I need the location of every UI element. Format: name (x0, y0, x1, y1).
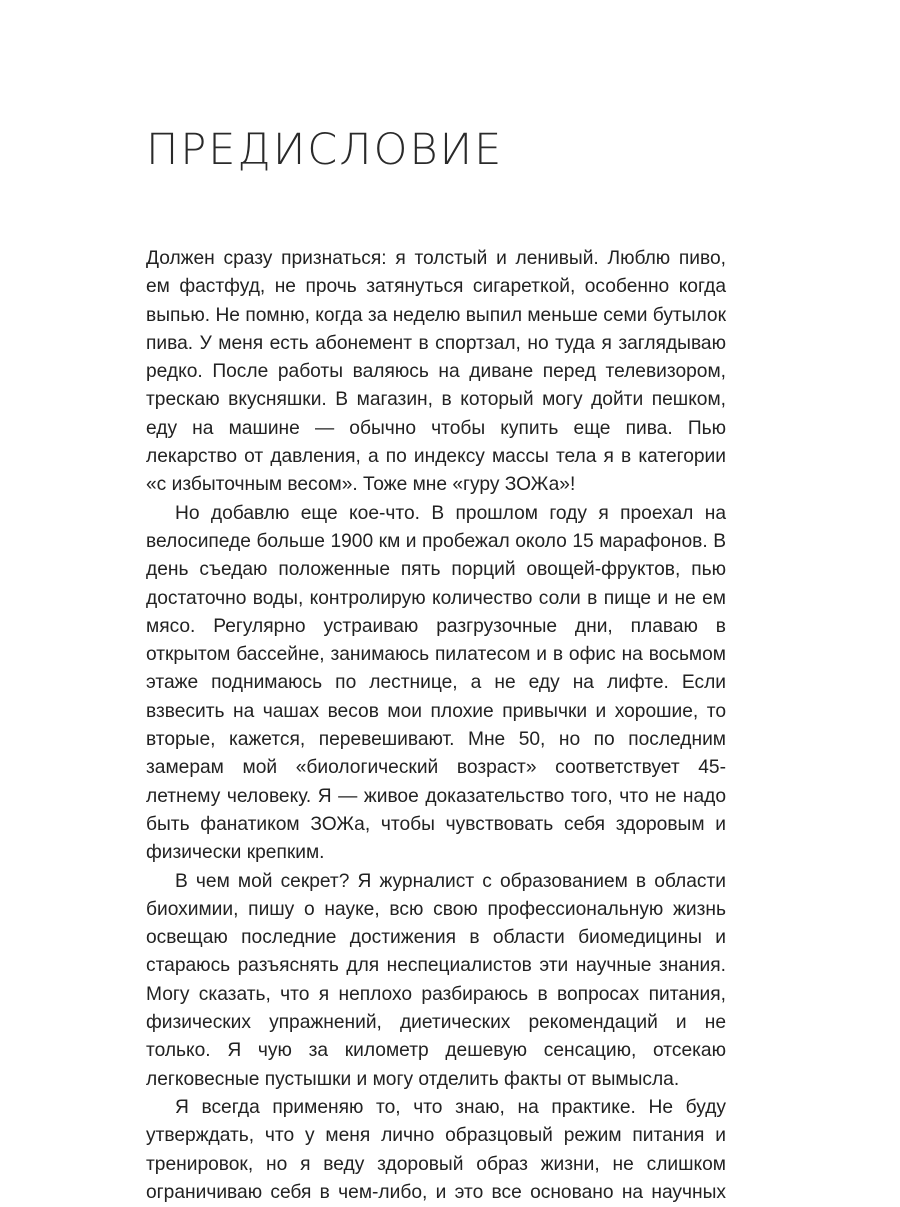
paragraph-4: Я всегда применяю то, что знаю, на практике. Не буду утверждать, что у меня лично образцовый режим питания и тренировок, но я веду здоровый образ жизни, не слишком ограничиваю себя в чем-либо, и это все основано на научных (146, 1096, 726, 1203)
paragraph-3: В чем мой секрет? Я журналист с образованием в области биохимии, пишу о науке, всю свою профессиональную жизнь освещаю последние достижения в области биомедицины и стараюсь разъяснять для неспециалистов эти научные знания. Могу сказать, что я неплохо разбираюсь в вопросах питания, физических упражнений, диетических рекомендаций и не только. Я чую за километр дешевую сенсацию, отсекаю легковесные пустышки и могу отделить факты от вымысла. (146, 870, 726, 1090)
paragraph-1: Должен сразу признаться: я толстый и ленивый. Люблю пиво, ем фастфуд, не прочь затянуться сигареткой, особенно когда выпью. Не помню, когда за неделю выпил меньше семи бутылок пива. У меня есть абонемент в спортзал, но туда я заглядываю редко. После работы валяюсь на диване перед телевизором, трескаю вкусняшки. В магазин, в который могу дойти пешком, еду на машине — обычно чтобы купить еще пива. Пью лекарство от давления, а по индексу массы тела я в категории «с избыточным весом». Тоже мне «гуру ЗОЖа»! (146, 248, 726, 496)
paragraph-2: Но добавлю еще кое-что. В прошлом году я проехал на велосипеде больше 1900 км и пробежал около 15 марафонов. В день съедаю положенные пять порций овощей-фруктов, пью достаточно воды, контролирую количество соли в пище и не ем мясо. Регулярно устраиваю разгрузочные дни, плаваю в открытом бассейне, занимаюсь пилатесом и в офис на восьмом этаже поднимаюсь по лестнице, а не еду на лифте. Если взвесить на чашах весов мои плохие привычки и хорошие, то вторые, кажется, перевешивают. Мне 50, но по последним замерам мой «биологический возраст» соответствует 45-летнему человеку. Я — живое доказательство того, что не надо быть фанатиком ЗОЖа, чтобы чувствовать себя здоровым и физически крепким. (146, 502, 726, 864)
body-text (146, 245, 726, 1207)
chapter-title: ПРЕДИСЛОВИЕ (146, 125, 504, 175)
